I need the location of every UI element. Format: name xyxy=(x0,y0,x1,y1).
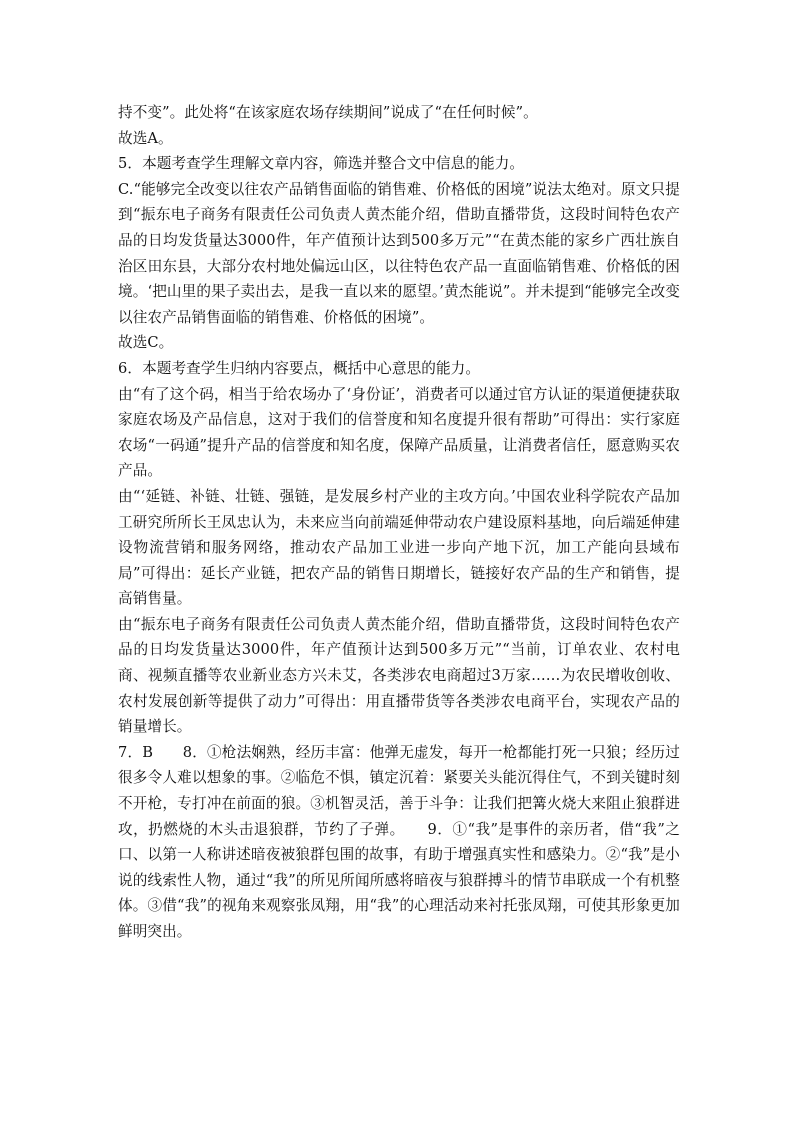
paragraph-q5-analysis: C.“能够完全改变以往农产品销售面临的销售难、价格低的困境”说法太绝对。原文只提到“振东电子商务有限责任公司负责人黄杰能介绍，借助直播带货，这段时间特色农产品的日均发货量达3000件，年产值预计达到500多万元”“在黄杰能的家乡广西壮族自治区田东县，大部分农村地处偏远山区，以往特色农产品一直面临销售难、价格低的困境。‘把山里的果子卖出去，是我一直以来的愿望。’黄杰能说”。并未提到“能够完全改变以往农产品销售面临的销售难、价格低的困境”。 xyxy=(118,180,680,326)
paragraph-q6-point-1: 由“有了这个码，相当于给农场办了‘身份证’，消费者可以通过官方认证的渠道便捷获取家庭农场及产品信息，这对于我们的信誉度和知名度提升很有帮助”可得出：实行家庭农场“一码通”提升产品的信誉度和知名度，保障产品质量，让消费者信任，愿意购买农产品。 xyxy=(118,385,680,480)
paragraph-q5-intro: 5．本题考查学生理解文章内容，筛选并整合文中信息的能力。 xyxy=(118,155,525,173)
paragraph-q6-point-3: 由“振东电子商务有限责任公司负责人黄杰能介绍，借助直播带货，这段时间特色农产品的日均发货量达3000件，年产值预计达到500多万元”“当前，订单农业、农村电商、视频直播等农业新业态方兴未艾，各类涉农电商超过3万家……为农民增收创收、农村发展创新等提供了动力”可得出：用直播带货等各类涉农电商平台，实现农产品的销量增长。 xyxy=(118,615,680,736)
paragraph-q6-point-2: 由“‘延链、补链、壮链、强链，是发展乡村产业的主攻方向。’中国农业科学院农产品加工研究所所长王凤忠认为，未来应当向前端延伸带动农户建设原料基地，向后端延伸建设物流营销和服务网络，推动农产品加工业进一步向产地下沉，加工产能向县域布局”可得出：延长产业链，把农产品的销售日期增长，链接好农产品的生产和销售，提高销售量。 xyxy=(118,487,680,608)
paragraph-answer-c: 故选C。 xyxy=(118,334,174,352)
paragraph-answer-a: 故选A。 xyxy=(118,129,173,147)
paragraph-q7-q9-answers: 7．B 8．①枪法娴熟，经历丰富：他弹无虚发，每开一枪都能打死一只狼；经历过很多令人难以想象的事。②临危不惧，镇定沉着：紧要关头能沉得住气，不到关键时刻不开枪，专打冲在前面的狼。③机智灵活，善于斗争：让我们把篝火烧大来阻止狼群进攻，扔燃烧的木头击退狼群，节约了子弹。 9．①“我”是事件的亲历者，借“我”之口、以第一人称讲述暗夜被狼群包围的故事，有助于增强真实性和感染力。②“我”是小说的线索性人物，通过“我”的所见所闻所感将暗夜与狼群搏斗的情节串联成一个有机整体。③借“我”的视角来观察张凤翔，用“我”的心理活动来衬托张凤翔，可使其形象更加鲜明突出。 xyxy=(118,743,680,940)
paragraph-q4-conclusion: 持不变”。此处将“在该家庭农场存续期间”说成了“在任何时候”。 xyxy=(118,104,538,121)
answer-text-block xyxy=(118,100,680,945)
paragraph-q6-intro: 6．本题考查学生归纳内容要点，概括中心意思的能力。 xyxy=(118,359,481,377)
